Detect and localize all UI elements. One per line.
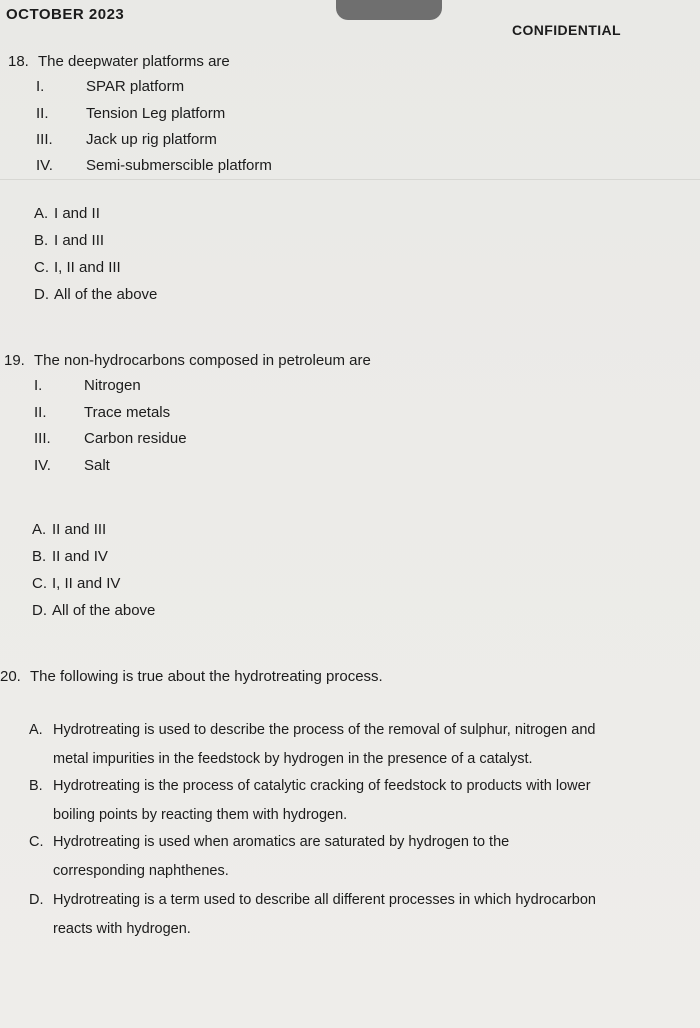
answer-option-c <box>34 259 121 276</box>
statement-numeral: I. <box>34 377 43 394</box>
option-letter: A. <box>32 521 47 538</box>
question-text: The following is true about the hydrotreating process. <box>30 668 383 685</box>
option-letter: C. <box>34 259 49 276</box>
statement-text: Tension Leg platform <box>86 105 226 122</box>
option-letter: A. <box>34 205 49 222</box>
option-letter: D. <box>29 892 44 908</box>
answer-option-a <box>34 205 100 222</box>
option-text-line-1: Hydrotreating is a term used to describe all different processes in which hydrocarbon <box>53 892 596 908</box>
answer-option-c <box>32 575 120 592</box>
answer-option-b <box>34 232 104 249</box>
answer-option-a <box>32 521 106 538</box>
answer-option-b <box>32 548 108 565</box>
statement-numeral: I. <box>36 78 45 95</box>
statement-item <box>36 131 217 148</box>
option-text-line-1: Hydrotreating is the process of catalytic cracking of feedstock to products with lower <box>53 778 591 794</box>
statement-text: Semi-submerscible platform <box>86 157 272 174</box>
option-text-line-1: Hydrotreating is used to describe the process of the removal of sulphur, nitrogen and <box>53 722 596 738</box>
question-number: 18. <box>8 53 29 70</box>
option-letter: B. <box>34 232 49 249</box>
question-number: 19. <box>4 352 25 369</box>
option-text-line-1: Hydrotreating is used when aromatics are saturated by hydrogen to the <box>53 834 510 850</box>
statement-item <box>36 157 272 174</box>
statement-text: Nitrogen <box>84 377 141 394</box>
option-text: I, II and III <box>54 259 121 276</box>
answer-option-d <box>34 286 157 303</box>
option-text: All of the above <box>52 602 156 619</box>
option-text: I, II and IV <box>52 575 121 592</box>
option-text: I and II <box>54 205 100 222</box>
statement-text: Salt <box>84 457 110 474</box>
option-letter: D. <box>32 602 47 619</box>
question-stem <box>8 53 230 70</box>
option-text: All of the above <box>54 286 158 303</box>
statement-text: Trace metals <box>84 404 171 421</box>
answer-option-a <box>29 716 659 774</box>
option-text: II and IV <box>52 548 108 565</box>
statement-item <box>36 105 225 122</box>
option-text-line-2: reacts with hydrogen. <box>53 921 191 937</box>
option-text: II and III <box>52 521 107 538</box>
question-stem <box>4 352 371 369</box>
paper-fold-line <box>0 179 700 180</box>
option-text-line-2: metal impurities in the feedstock by hydrogen in the presence of a catalyst. <box>53 751 533 767</box>
option-letter: C. <box>32 575 47 592</box>
answer-option-d <box>32 602 155 619</box>
option-letter: B. <box>32 548 47 565</box>
statement-numeral: II. <box>34 404 47 421</box>
statement-numeral: III. <box>36 131 53 148</box>
answer-option-b <box>29 772 659 830</box>
option-text-line-2: corresponding naphthenes. <box>53 863 229 879</box>
statement-item <box>34 457 110 474</box>
statement-text: Jack up rig platform <box>86 131 217 148</box>
question-text: The non-hydrocarbons composed in petroleum are <box>34 352 371 369</box>
statement-item <box>34 404 170 421</box>
option-text-line-2: boiling points by reacting them with hydrogen. <box>53 807 348 823</box>
statement-text: SPAR platform <box>86 78 185 95</box>
question-number: 20. <box>0 668 21 685</box>
option-letter: B. <box>29 778 43 794</box>
statement-numeral: III. <box>34 430 51 447</box>
option-letter: D. <box>34 286 49 303</box>
statement-numeral: IV. <box>34 457 51 474</box>
question-text: The deepwater platforms are <box>38 53 230 70</box>
statement-numeral: II. <box>36 105 49 122</box>
answer-option-d <box>29 886 659 944</box>
statement-numeral: IV. <box>36 157 53 174</box>
statement-item <box>34 377 141 394</box>
statement-text: Carbon residue <box>84 430 187 447</box>
statement-item <box>34 430 187 447</box>
top-tab-shadow <box>336 0 442 20</box>
header-classification: CONFIDENTIAL <box>512 22 622 38</box>
header-date: OCTOBER 2023 <box>6 6 125 23</box>
option-letter: A. <box>29 722 43 738</box>
question-stem <box>0 668 383 685</box>
option-letter: C. <box>29 834 44 850</box>
statement-item <box>36 78 184 95</box>
answer-option-c <box>29 828 659 886</box>
option-text: I and III <box>54 232 105 249</box>
